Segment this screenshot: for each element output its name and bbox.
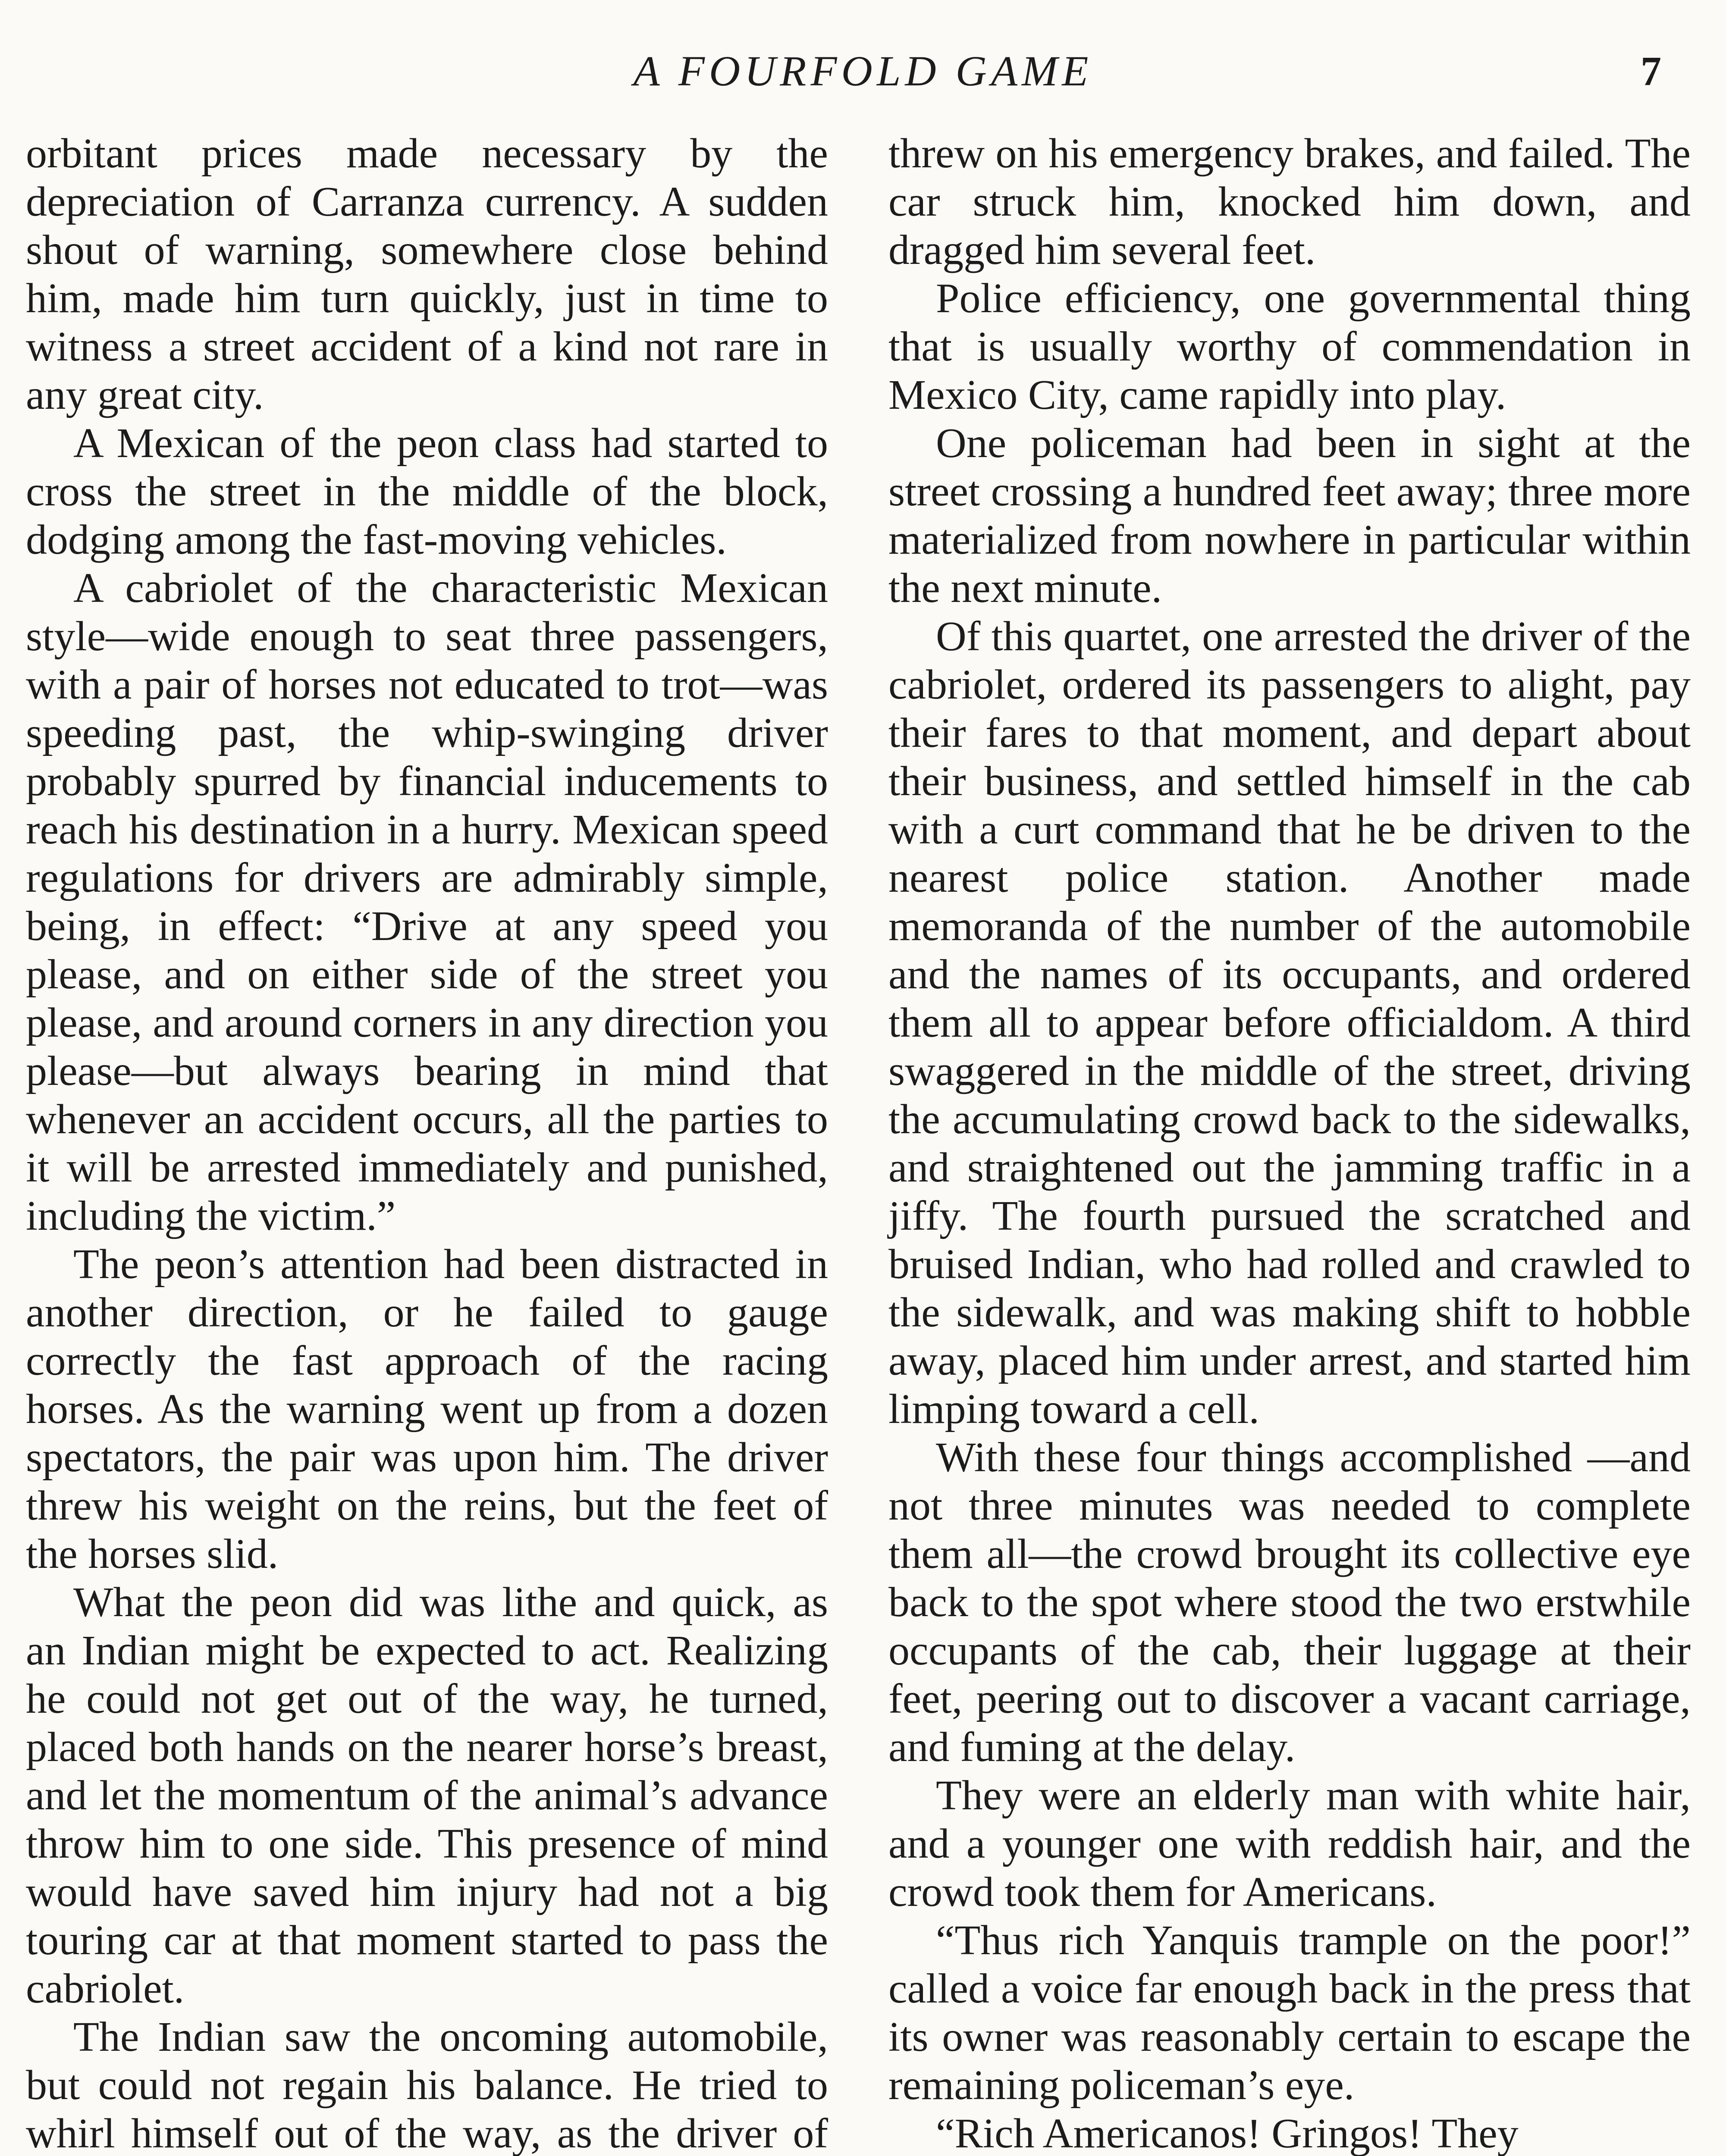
paragraph: What the peon did was lithe and quick, as an Indian might be expected to act. Realizing he could not get out of the way, he turned, placed both hands on the nearer horse’s breast, and let the momentum of the animal’s advance throw him to one side. This presence of mind would have saved him injury had not a big touring car at that moment started to pass the cabriolet. bbox=[26, 1579, 828, 2012]
paragraph: They were an elderly man with white hair, and a younger one with reddish hair, and the crowd took them for Americans. bbox=[888, 1772, 1691, 1915]
paragraph: threw on his emergency brakes, and failed. The car struck him, knocked him down, and dragged him several feet. bbox=[888, 130, 1691, 273]
paragraph: A Mexican of the peon class had started to cross the street in the middle of the block, dodging among the fast-moving vehicles. bbox=[26, 420, 828, 563]
right-column bbox=[888, 129, 1691, 2156]
paragraph: A cabriolet of the characteristic Mexican style—wide enough to seat three passengers, with a pair of horses not educated to trot—was speeding past, the whip-swinging driver probably spurred by financial inducements to reach his destination in a hurry. Mexican speed regulations for drivers are admirably simple, being, in effect: “Drive at any speed you please, and on either side of the street you please, and around corners in any direction you please—but always bearing in mind that whenever an accident occurs, all the parties to it will be arrested immediately and punished, including the victim.” bbox=[26, 565, 828, 1239]
page-header bbox=[0, 41, 1726, 101]
page-number: 7 bbox=[1641, 48, 1661, 94]
paragraph: orbitant prices made necessary by the depreciation of Carranza currency. A sudden shout of warning, somewhere close behind him, made him turn quickly, just in time to witness a street accident of a kind not rare in any great city. bbox=[26, 130, 828, 418]
paragraph: The peon’s attention had been distracted in another direction, or he failed to gauge correctly the fast approach of the racing horses. As the warning went up from a dozen spectators, the pair was upon him. The driver threw his weight on the reins, but the feet of the horses slid. bbox=[26, 1241, 828, 1577]
running-title: A FOURFOLD GAME bbox=[633, 47, 1093, 95]
paragraph: “Rich Americanos! Gringos! They bbox=[936, 2110, 1519, 2156]
left-column bbox=[26, 129, 828, 2156]
paragraph: With these four things accomplished —and not three minutes was needed to complete them all—the crowd brought its collective eye back to the spot where stood the two erstwhile occupants of the cab, their luggage at their feet, peering out to discover a vacant carriage, and fuming at the delay. bbox=[888, 1434, 1691, 1771]
paragraph: The Indian saw the oncoming automobile, but could not regain his balance. He tried to whirl himself out of the way, as the driver of bbox=[26, 2014, 828, 2156]
paragraph: “Thus rich Yanquis trample on the poor!” called a voice far enough back in the press that its owner was reasonably certain to escape the remaining policeman’s eye. bbox=[888, 1917, 1691, 2109]
paragraph: Of this quartet, one arrested the driver of the cabriolet, ordered its passengers to alight, pay their fares to that moment, and depart about their business, and settled himself in the cab with a curt command that he be driven to the nearest police station. Another made memoranda of the number of the automobile and the names of its occupants, and ordered them all to appear before officialdom. A third swaggered in the middle of the street, driving the accumulating crowd back to the sidewalks, and straightened out the jamming traffic in a jiffy. The fourth pursued the scratched and bruised Indian, who had rolled and crawled to the sidewalk, and was making shift to hobble away, placed him under arrest, and started him limping toward a cell. bbox=[888, 613, 1691, 1432]
paragraph: Police efficiency, one governmental thing that is usually worthy of commendation in Mexico City, came rapidly into play. bbox=[888, 275, 1691, 418]
paragraph: One policeman had been in sight at the street crossing a hundred feet away; three more materialized from nowhere in particular within the next minute. bbox=[888, 420, 1691, 611]
